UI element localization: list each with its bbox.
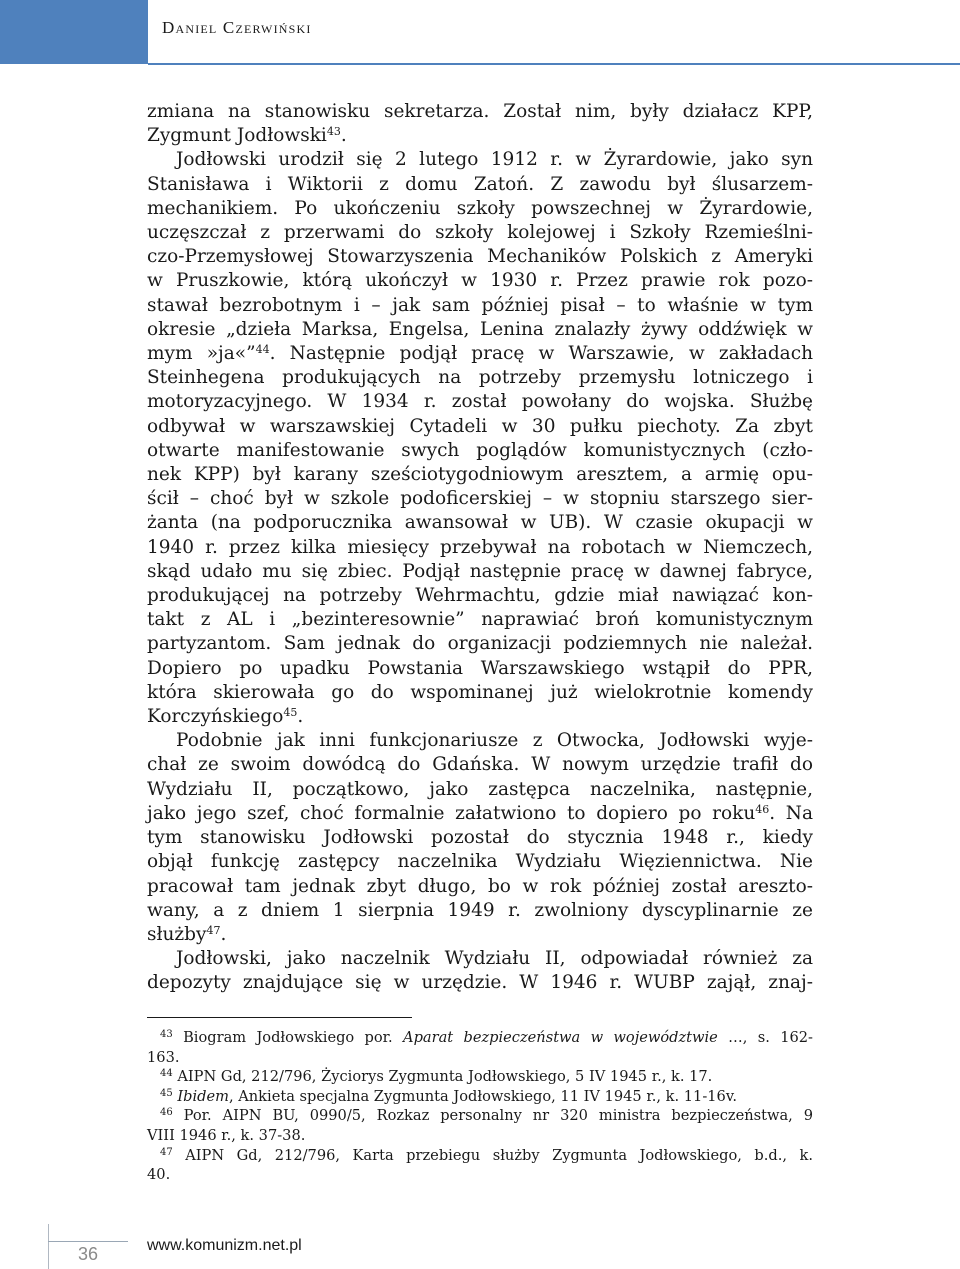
footnote-ref-43[interactable]: 43 [326,125,341,139]
footnote-text: Biogram Jodłowskiego por. [183,1029,404,1046]
header-rule [148,63,960,65]
text-line: skąd udało mu się zbiec. Podjął następnie pracę w dawnej fabryce, [147,560,813,582]
footer-rule [48,1241,128,1242]
header-accent-bar [0,0,148,64]
text-line [147,342,813,366]
footnote-text: , Ankieta specjalna Zygmunta Jodłowskiego, 11 IV 1945 r., k. 11-16v. [228,1087,737,1105]
footnote-ref-47[interactable]: 47 [206,923,221,937]
text-line: stawał bezrobotnym i – jak sam później pisał – to właśnie w tym [147,294,813,316]
footnote-number: 44 [160,1068,173,1080]
footnote-44 [147,1067,813,1087]
footnote-number: 47 [160,1146,173,1158]
text-line: produkującej na potrzeby Wehrmachtu, gdzie miał nawiązać kon- [147,585,813,607]
text-line: takt z AL i „bezinteresownie” naprawiać broń komunistycznym [147,609,813,631]
paragraph-1 [147,100,813,148]
running-header-author: Daniel Czerwiński [162,18,312,37]
text-line: czo-Przemysłowej Stowarzyszenia Mechaników Polskich z Ameryki [147,246,813,268]
text-line: uczęszczał z przerwami do szkoły kolejowej i Szkoły Rzemieślni- [147,222,813,244]
main-text [147,100,813,996]
text-line: nek KPP) był karany sześciotygodniowym aresztem, a armię opu- [147,464,813,486]
footnote-text: …, s. 162- [717,1029,813,1046]
footnote-47 [147,1146,813,1185]
footnotes [147,1028,813,1185]
footnote-text: Por. AIPN BU, 0990/5, Rozkaz personalny nr 320 ministra bezpieczeństwa, 9 [183,1107,814,1125]
text-line: Jodłowski urodził się 2 lutego 1912 r. w Żyrardowie, jako syn [176,149,813,171]
paragraph-2 [147,148,813,729]
text-span: służby [147,923,207,945]
footnote-line: 40. [147,1166,171,1184]
text-span: . [297,706,304,728]
text-line: żanta (na podporucznika awansował w UB). W czasie okupacji w [147,512,813,534]
paragraph-3 [147,729,813,947]
footnote-line [147,1028,813,1048]
text-span: Korczyńskiego [147,706,284,728]
footnote-text: AIPN Gd, 212/796, Karta przebiegu służby Zygmunta Jodłowskiego, b.d., k. [185,1146,813,1164]
text-line: motoryzacyjnego. W 1934 r. został powołany do wojska. Służbę [147,391,813,413]
footnote-45 [147,1087,813,1107]
footnote-46 [147,1106,813,1145]
footnote-line [147,1106,813,1126]
text-line [147,802,813,826]
text-line [147,705,813,729]
text-span: Zygmunt Jodłowski [147,125,327,147]
text-line: okresie „dzieła Marksa, Engelsa, Lenina znalazły żywy oddźwięk w [147,318,813,340]
footnote-line [147,1146,813,1166]
footnote-text: AIPN Gd, 212/796, Życiorys Zygmunta Jodłowskiego, 5 IV 1945 r., k. 17. [177,1068,713,1086]
footnote-line [147,1087,813,1107]
text-span: mym »ja«” [147,343,256,365]
footnote-ref-46[interactable]: 46 [755,802,770,816]
text-span: jako jego szef, choć formalnie załatwiono to dopiero po roku [147,802,756,824]
text-line: która skierowała go do wspominanej już wielokrotnie komendy [147,681,813,703]
footer-url[interactable]: www.komunizm.net.pl [147,1237,302,1254]
text-line: partyzantom. Sam jednak do organizacji podziemnych nie należał. [147,633,813,655]
text-line: Dopiero po upadku Powstania Warszawskiego wstąpił do PPR, [147,657,813,679]
footnote-number: 43 [160,1029,173,1040]
text-line: wany, a z dniem 1 sierpnia 1949 r. zwolniony dyscyplinarnie ze [147,899,813,921]
footnote-line: 163. [147,1048,180,1066]
footnote-ref-45[interactable]: 45 [283,706,298,720]
text-line: Podobnie jak inni funkcjonariusze z Otwocka, Jodłowski wyje- [176,730,813,752]
text-line: tym stanowisku Jodłowski pozostał do stycznia 1948 r., kiedy [147,827,813,849]
footnote-title: Aparat bezpieczeństwa w województwie [403,1029,718,1046]
paragraph-4 [147,947,813,995]
text-span: . [340,125,347,147]
text-line: mechanikiem. Po ukończeniu szkoły powszechnej w Żyrardowie, [147,197,813,219]
footnote-number: 45 [160,1087,173,1099]
text-span: . Następnie podjął pracę w Warszawie, w zakładach [269,343,813,365]
text-line [147,923,813,947]
text-line: pracował tam jednak zbyt długo, bo w rok później został areszto- [147,875,813,897]
text-line: depozyty znajdujące się w urzędzie. W 1946 r. WUBP zajął, znaj- [147,972,813,994]
footnote-line: VIII 1946 r., k. 37-38. [147,1126,306,1144]
text-line: w Pruszkowie, którą ukończył w 1930 r. Przez prawie rok pozo- [147,270,813,292]
footnote-title: Ibidem [177,1087,229,1105]
page-number: 36 [78,1244,99,1264]
footnote-separator [147,1017,412,1018]
footnote-number: 46 [160,1107,173,1119]
text-line: Jodłowski, jako naczelnik Wydziału II, odpowiadał również za [176,948,813,970]
text-line: otwarte manifestowanie swych poglądów komunistycznych (czło- [147,439,813,461]
footnote-ref-44[interactable]: 44 [255,343,270,357]
text-line: Steinhegena produkujących na potrzeby przemysłu lotniczego i [147,367,813,389]
text-line: Stanisława i Wiktorii z domu Zatoń. Z zawodu był ślusarzem- [147,173,813,195]
footnote-43 [147,1028,813,1067]
text-line [147,124,813,148]
text-line: chał ze swoim dowódcą do Gdańska. W nowym urzędzie trafił do [147,754,813,776]
text-line: ścił – choć był w szkole podoficerskiej – w stopniu starszego sier- [147,488,813,510]
text-line: Wydziału II, początkowo, jako zastępca naczelnika, następnie, [147,778,813,800]
text-span: . Na [769,802,813,824]
text-line: odbywał w warszawskiej Cytadeli w 30 pułku piechoty. Za zbyt [147,415,813,437]
text-line: zmiana na stanowisku sekretarza. Został nim, były działacz KPP, [147,101,813,122]
footnote-line [147,1067,813,1087]
text-line: 1940 r. przez kilka miesięcy przebywał na robotach w Niemczech, [147,536,813,558]
text-line: objął funkcję zastępcy naczelnika Wydziału Więziennictwa. Nie [147,851,813,873]
text-span: . [220,923,227,945]
